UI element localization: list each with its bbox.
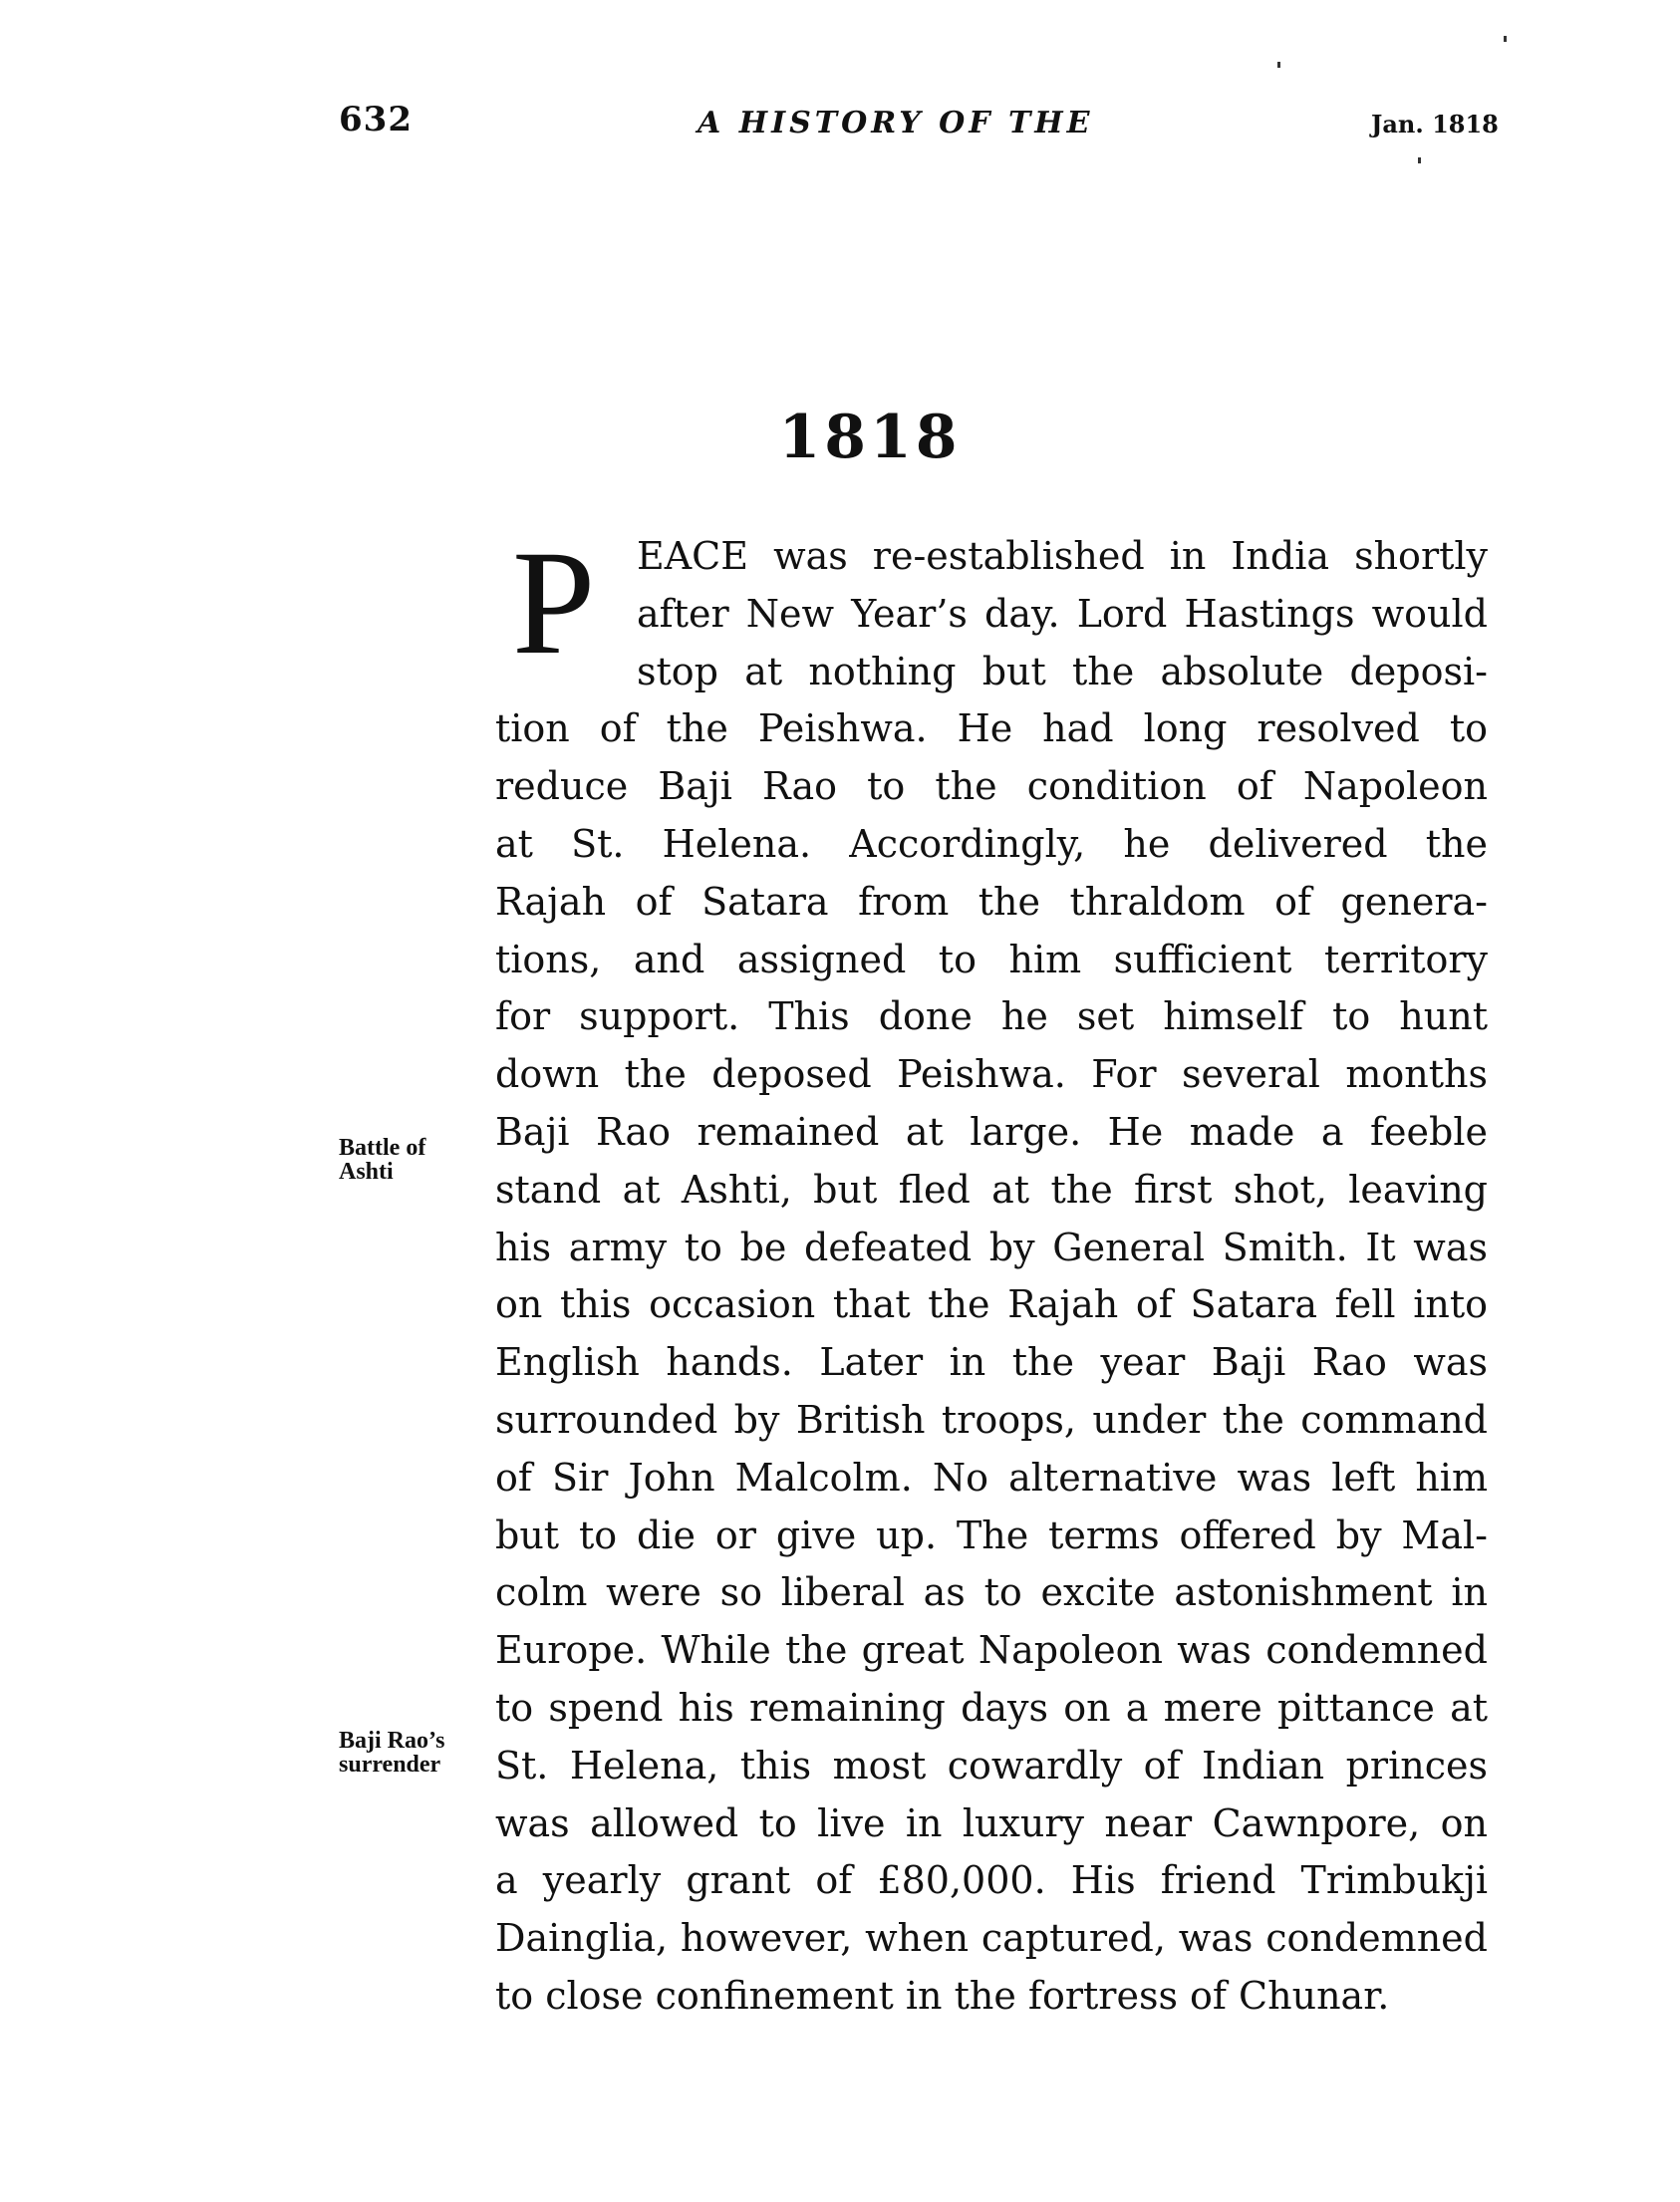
text-line: to spend his remaining days on a mere pittance at xyxy=(495,1685,1488,1730)
page-number: 632 xyxy=(339,100,413,139)
running-date: Jan. 1818 xyxy=(1371,110,1499,138)
text-line: tion of the Peishwa. He had long resolved to xyxy=(495,706,1488,751)
body-text xyxy=(495,520,1488,2026)
margin-note-line: Baji Rao’s xyxy=(339,1728,445,1754)
scan-speck xyxy=(1418,157,1421,163)
scan-speck xyxy=(1277,62,1280,68)
text-line: colm were so liberal as to excite astonishment in xyxy=(495,1570,1488,1615)
text-line: at St. Helena. Accordingly, he delivered the xyxy=(495,821,1488,866)
margin-note-line: Battle of xyxy=(339,1135,426,1161)
text-line: but to die or give up. The terms offered by Mal- xyxy=(495,1513,1488,1557)
text-line: surrounded by British troops, under the command xyxy=(495,1397,1488,1442)
margin-note-battle-of-ashti xyxy=(339,1136,478,1184)
text-line: EACE was re-established in India shortly xyxy=(637,534,1488,578)
text-line: to close confinement in the fortress of Chunar. xyxy=(495,1973,1390,2018)
scan-speck xyxy=(1504,36,1507,42)
text-line: Baji Rao remained at large. He made a feeble xyxy=(495,1109,1488,1154)
text-line: on this occasion that the Rajah of Satara fell into xyxy=(495,1282,1488,1327)
margin-note-line: Ashti xyxy=(339,1159,394,1185)
text-line: down the deposed Peishwa. For several months xyxy=(495,1052,1488,1097)
text-line: St. Helena, this most cowardly of Indian princes xyxy=(495,1743,1488,1788)
text-line: reduce Baji Rao to the condition of Napoleon xyxy=(495,764,1488,809)
running-title: A HISTORY OF THE xyxy=(698,106,1094,140)
text-line: stand at Ashti, but fled at the first shot, leaving xyxy=(495,1167,1488,1212)
chapter-year: 1818 xyxy=(778,403,962,472)
drop-cap: P xyxy=(512,520,596,686)
text-line: Europe. While the great Napoleon was condemned xyxy=(495,1628,1488,1673)
text-line: was allowed to live in luxury near Cawnpore, on xyxy=(495,1800,1488,1845)
text-line: tions, and assigned to him sufficient territory xyxy=(495,937,1488,981)
text-line: English hands. Later in the year Baji Rao was xyxy=(495,1340,1488,1385)
margin-note-baji-rao-surrender xyxy=(339,1729,488,1777)
text-line: for support. This done he set himself to hunt xyxy=(495,994,1488,1039)
text-line: his army to be defeated by General Smith. It was xyxy=(495,1225,1488,1269)
text-line: Dainglia, however, when captured, was condemned xyxy=(495,1916,1488,1961)
text-line: of Sir John Malcolm. No alternative was left him xyxy=(495,1455,1488,1500)
text-line: stop at nothing but the absolute deposi- xyxy=(637,649,1488,693)
text-line: a yearly grant of £80,000. His friend Trimbukji xyxy=(495,1858,1488,1903)
text-line: Rajah of Satara from the thraldom of genera- xyxy=(495,879,1488,924)
text-line: after New Year’s day. Lord Hastings would xyxy=(637,591,1488,636)
margin-note-line: surrender xyxy=(339,1752,441,1778)
